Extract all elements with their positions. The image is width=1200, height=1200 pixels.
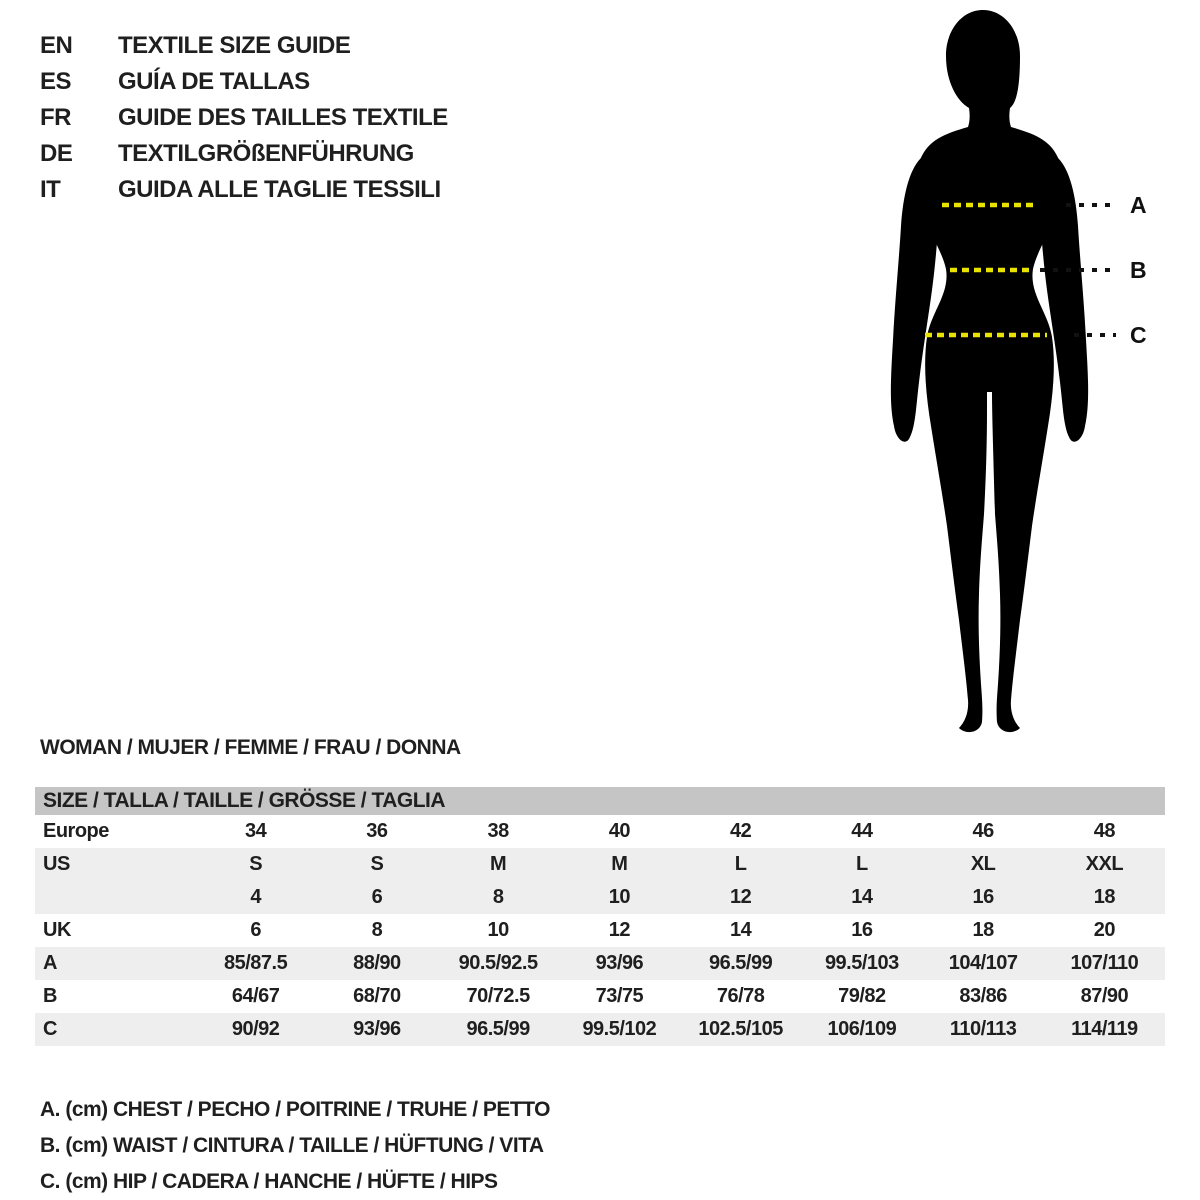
language-list: [40, 28, 448, 208]
size-cell: 93/96: [353, 1018, 401, 1040]
size-cell: 40: [608, 820, 630, 842]
size-cell: 107/110: [1070, 952, 1139, 974]
size-cell: 93/96: [595, 952, 644, 974]
size-cell: 87/90: [1080, 985, 1129, 1007]
size-cell: 6: [250, 919, 261, 941]
size-cell: 14: [851, 886, 873, 908]
table-row-europe: [35, 815, 1165, 848]
size-cell: 79/82: [838, 985, 886, 1007]
row-label: Europe: [43, 820, 109, 842]
size-cell: 96.5/99: [466, 1018, 530, 1040]
size-cell: 10: [608, 886, 630, 908]
size-cell: 104/107: [948, 952, 1018, 974]
table-row-us-numeric: [35, 881, 1165, 914]
size-cell: 12: [608, 919, 630, 941]
size-cell: 18: [1093, 886, 1115, 908]
legend-hip: C. (cm) HIP / CADERA / HANCHE / HÜFTE / HIPS: [40, 1170, 498, 1193]
language-label: TEXTILE SIZE GUIDE: [118, 32, 351, 59]
language-code: IT: [40, 176, 61, 203]
size-cell: 96.5/99: [709, 952, 773, 974]
size-cell: 73/75: [595, 985, 644, 1007]
table-row-uk: [35, 914, 1165, 947]
size-cell: 12: [730, 886, 752, 908]
chest-marker-label: A: [1130, 192, 1147, 218]
language-row: [40, 28, 448, 64]
table-row-hip: [35, 1013, 1165, 1046]
size-cell: XXL: [1085, 853, 1124, 875]
size-cell: 8: [371, 919, 383, 941]
size-cell: 88/90: [353, 952, 401, 974]
size-cell: 70/72.5: [466, 985, 530, 1007]
size-cell: 16: [851, 919, 873, 941]
language-row: [40, 172, 448, 208]
woman-body-shape: [918, 10, 1061, 732]
size-cell: L: [856, 853, 868, 875]
size-cell: S: [370, 853, 384, 875]
size-table-header: SIZE / TALLA / TAILLE / GRÖSSE / TAGLIA: [35, 787, 1165, 815]
size-cell: M: [611, 853, 628, 875]
size-cell: L: [734, 853, 747, 875]
size-cell: 76/78: [716, 985, 765, 1007]
size-cell: 90.5/92.5: [458, 952, 538, 974]
size-cell: 6: [371, 886, 383, 908]
row-label: C: [43, 1018, 57, 1040]
row-label: B: [43, 985, 57, 1007]
size-cell: 106/109: [827, 1018, 897, 1040]
size-cell: 10: [487, 919, 509, 941]
measurement-legend: [40, 1092, 550, 1200]
size-cell: 85/87.5: [224, 952, 288, 974]
size-cell: 4: [250, 886, 261, 908]
size-cell: 99.5/102: [582, 1018, 657, 1040]
language-row: [40, 64, 448, 100]
size-cell: M: [490, 853, 507, 875]
size-cell: 68/70: [353, 985, 401, 1007]
table-row-waist: [35, 980, 1165, 1013]
size-cell: 18: [972, 919, 994, 941]
size-cell: 46: [972, 820, 994, 842]
size-cell: 83/86: [959, 985, 1007, 1007]
size-cell: 38: [487, 820, 509, 842]
language-label: GUÍA DE TALLAS: [118, 68, 310, 95]
size-table: [35, 787, 1165, 1046]
section-title: WOMAN / MUJER / FEMME / FRAU / DONNA: [40, 736, 461, 759]
language-row: [40, 100, 448, 136]
woman-silhouette-icon: [880, 6, 1200, 741]
language-code: EN: [40, 32, 73, 59]
body-measurement-figure: [880, 6, 1200, 741]
language-row: [40, 136, 448, 172]
waist-marker-label: B: [1130, 257, 1147, 283]
size-cell: 44: [851, 820, 873, 842]
size-cell: 36: [366, 820, 388, 842]
size-cell: 114/119: [1071, 1018, 1138, 1040]
table-row-us: [35, 848, 1165, 881]
language-label: GUIDA ALLE TAGLIE TESSILI: [118, 176, 441, 203]
size-cell: 20: [1093, 919, 1115, 941]
language-code: DE: [40, 140, 73, 167]
size-cell: 34: [245, 820, 267, 842]
row-label: A: [43, 952, 57, 974]
legend-chest: A. (cm) CHEST / PECHO / POITRINE / TRUHE / PETTO: [40, 1098, 551, 1121]
row-label: UK: [43, 919, 71, 941]
row-label: US: [43, 853, 70, 875]
size-cell: 110/113: [949, 1018, 1017, 1040]
size-cell: 99.5/103: [824, 952, 899, 974]
language-label: GUIDE DES TAILLES TEXTILE: [118, 104, 448, 131]
size-cell: 48: [1093, 820, 1115, 842]
size-cell: 16: [972, 886, 994, 908]
size-cell: 90/92: [231, 1018, 280, 1040]
hip-marker-label: C: [1130, 322, 1147, 348]
size-cell: 14: [730, 919, 752, 941]
row-label: [35, 881, 195, 914]
legend-waist: B. (cm) WAIST / CINTURA / TAILLE / HÜFTUNG / VITA: [40, 1134, 544, 1157]
size-cell: XL: [970, 853, 996, 875]
size-cell: 8: [492, 886, 504, 908]
size-cell: S: [249, 853, 263, 875]
size-cell: 42: [730, 820, 752, 842]
language-code: ES: [40, 68, 72, 95]
table-row-chest: [35, 947, 1165, 980]
language-code: FR: [40, 104, 71, 131]
language-label: TEXTILGRÖßENFÜHRUNG: [118, 140, 414, 167]
size-cell: 64/67: [231, 985, 280, 1007]
size-cell: 102.5/105: [698, 1018, 783, 1040]
